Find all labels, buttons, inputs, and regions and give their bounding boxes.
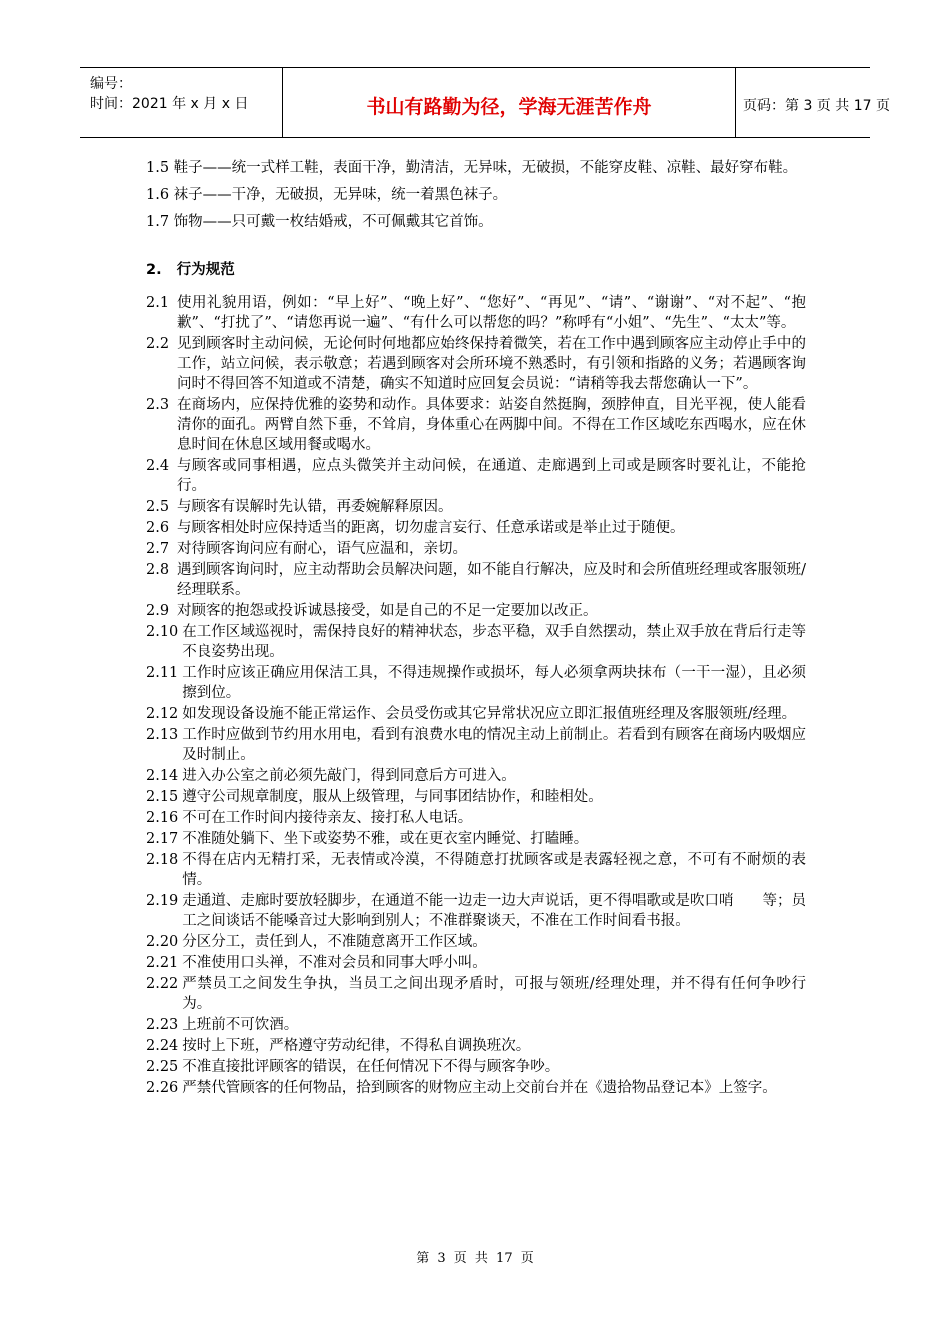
rule-number: 2.15: [146, 789, 179, 805]
rule-number: 2.2: [146, 336, 170, 352]
rule-item: [146, 953, 806, 973]
rule-text: 严禁员工之间发生争执，当员工之间出现矛盾时，可报与领班/经理处理，并不得有任何争吵行为。: [182, 976, 806, 1012]
rule-item: [146, 293, 806, 333]
rule-text: 如发现设备设施不能正常运作、会员受伤或其它异常状况应立即汇报值班经理及客服领班/经理。: [182, 706, 797, 722]
header-page-cell: [735, 68, 890, 137]
rule-item: [146, 518, 806, 538]
document-number-label: 编号：: [90, 76, 132, 92]
rule-number: 2.4: [146, 458, 170, 474]
rules-list: [146, 293, 806, 1098]
rule-text: 进入办公室之前必须先敲门，得到同意后方可进入。: [182, 768, 516, 784]
rule-item: [146, 766, 806, 786]
rule-text: 按时上下班，严格遵守劳动纪律，不得私自调换班次。: [182, 1038, 531, 1054]
rule-text: 上班前不可饮酒。: [182, 1017, 299, 1033]
rule-item: [146, 891, 806, 931]
rule-text: 不可在工作时间内接待亲友、接打私人电话。: [182, 810, 473, 826]
rule-text: 对顾客的抱怨或投诉诚恳接受，如是自己的不足一定要加以改正。: [177, 603, 598, 619]
rule-number: 2.16: [146, 810, 179, 826]
header-motto: 书山有路勤为径，学海无涯苦作舟: [366, 96, 652, 118]
rule-text: 与顾客相处时应保持适当的距离，切勿虚言妄行、任意承诺或是举止过于随便。: [177, 520, 685, 536]
rule-text: 遇到顾客询问时，应主动帮助会员解决问题，如不能自行解决，应及时和会所值班经理或客服领班/经理联系。: [177, 562, 806, 598]
rule-number: 2.23: [146, 1017, 179, 1033]
rule-item: [146, 663, 806, 703]
rule-number: 2.3: [146, 397, 170, 413]
rule-item: [146, 808, 806, 828]
rule-item: [146, 932, 806, 952]
header-motto-cell: [282, 68, 736, 137]
rule-item: [146, 622, 806, 662]
rule-text: 遵守公司规章制度，服从上级管理，与同事团结协作，和睦相处。: [182, 789, 603, 805]
rule-number: 2.22: [146, 976, 179, 992]
rule-text: 不准随处躺下、坐下或姿势不雅，或在更衣室内睡觉、打瞌睡。: [182, 831, 589, 847]
rule-text: 见到顾客时主动问候，无论何时何地都应始终保持着微笑，若在工作中遇到顾客应主动停止手中的工作，站立问候，表示敬意；若遇到顾客对会所环境不熟悉时，有引领和指路的义务；若遇顾客询问时不得回答不知道或不清楚，确实不知道时应回复会员说：“请稍等我去帮您确认一下”。: [177, 336, 806, 392]
rule-text: 在商场内，应保持优雅的姿势和动作。具体要求：站姿自然挺胸，颈脖伸直，目光平视，使人能看清你的面孔。两臂自然下垂，不耸肩，身体重心在两脚中间。不得在工作区域吃东西喝水，应在休息时间在休息区域用餐或喝水。: [177, 397, 806, 453]
rule-item: [146, 1036, 806, 1056]
rule-item: [146, 850, 806, 890]
rule-text: 不得在店内无精打采，无表情或冷漠，不得随意打扰顾客或是表露轻视之意，不可有不耐烦的表情。: [182, 852, 806, 888]
rule-number: 2.9: [146, 603, 170, 619]
rule-item: [146, 560, 806, 600]
rule-item: [146, 704, 806, 724]
paragraph-shoes: 1.5 鞋子——统一式样工鞋，表面干净，勤清洁，无异味，无破损，不能穿皮鞋、凉鞋、最好穿布鞋。: [146, 160, 798, 176]
rule-number: 2.24: [146, 1038, 179, 1054]
rule-text: 对待顾客询问应有耐心，语气应温和，亲切。: [177, 541, 467, 557]
header-left-cell: [80, 68, 282, 137]
rule-number: 2.1: [146, 295, 170, 311]
rule-number: 2.25: [146, 1059, 179, 1075]
rule-text: 与顾客有误解时先认错，再委婉解释原因。: [177, 499, 453, 515]
rule-item: [146, 1078, 806, 1098]
page-footer: 第 3 页 共 17 页: [416, 1251, 534, 1266]
rule-number: 2.20: [146, 934, 179, 950]
rule-text: 工作时应该正确应用保洁工具，不得违规操作或损坏，每人必须拿两块抹布（一干一湿），且必须擦到位。: [182, 665, 806, 701]
rule-text: 与顾客或同事相遇，应点头微笑并主动问候，在通道、走廊遇到上司或是顾客时要礼让，不能抢行。: [177, 458, 806, 494]
rule-text: 分区分工，责任到人，不准随意离开工作区域。: [182, 934, 487, 950]
section-title: 行为规范: [176, 262, 235, 278]
rule-number: 2.21: [146, 955, 179, 971]
rule-text: 在工作区域巡视时，需保持良好的精神状态，步态平稳，双手自然摆动，禁止双手放在背后行走等不良姿势出现。: [182, 624, 806, 660]
rule-item: [146, 456, 806, 496]
rule-item: [146, 601, 806, 621]
rule-number: 2.13: [146, 727, 179, 743]
rule-item: [146, 395, 806, 455]
rule-text: 严禁代管顾客的任何物品，拾到顾客的财物应主动上交前台并在《遗拾物品登记本》上签字。: [182, 1080, 777, 1096]
rule-number: 2.6: [146, 520, 170, 536]
rule-item: [146, 974, 806, 1014]
rule-number: 2.12: [146, 706, 179, 722]
rule-item: [146, 497, 806, 517]
header-page-number: 页码：第 3 页 共 17 页: [743, 98, 890, 114]
rule-number: 2.26: [146, 1080, 179, 1096]
rule-number: 2.14: [146, 768, 179, 784]
document-header: [80, 67, 890, 138]
document-body: [146, 156, 806, 1099]
paragraph-socks: 1.6 袜子——干净，无破损，无异味，统一着黑色袜子。: [146, 187, 508, 203]
rule-text: 不准使用口头禅，不准对会员和同事大呼小叫。: [182, 955, 487, 971]
paragraph-accessories: 1.7 饰物——只可戴一枚结婚戒，不可佩戴其它首饰。: [146, 214, 493, 230]
rule-item: [146, 1057, 806, 1077]
rule-item: [146, 334, 806, 394]
rule-item: [146, 829, 806, 849]
rule-text: 不准直接批评顾客的错误，在任何情况下不得与顾客争吵。: [182, 1059, 560, 1075]
rule-number: 2.19: [146, 893, 179, 909]
rule-text: 使用礼貌用语，例如：“早上好”、“晚上好”、“您好”、“再见”、“请”、“谢谢”、“对不起”、“抱歉”、“打扰了”、“请您再说一遍”、“有什么可以帮您的吗？”称呼有“小姐”、“先生”、“太太”等。: [177, 295, 806, 331]
rule-text: 工作时应做到节约用水用电，看到有浪费水电的情况主动上前制止。若看到有顾客在商场内吸烟应及时制止。: [182, 727, 806, 763]
rule-item: [146, 787, 806, 807]
rule-item: [146, 1015, 806, 1035]
rule-number: 2.8: [146, 562, 170, 578]
rule-number: 2.10: [146, 624, 179, 640]
section-number: 2.: [146, 262, 162, 278]
rule-number: 2.18: [146, 852, 179, 868]
rule-item: [146, 725, 806, 765]
rule-number: 2.5: [146, 499, 170, 515]
rule-item: [146, 539, 806, 559]
rule-text: 走通道、走廊时要放轻脚步，在通道不能一边走一边大声说话，更不得唱歌或是吹口哨 等；员工之间谈话不能嗓音过大影响到别人；不准群聚谈天，不准在工作时间看书报。: [182, 893, 806, 929]
document-date-label: 时间：2021 年 x 月 x 日: [90, 96, 249, 112]
rule-number: 2.11: [146, 665, 179, 681]
rule-number: 2.17: [146, 831, 179, 847]
section-heading: [146, 258, 806, 279]
rule-number: 2.7: [146, 541, 170, 557]
